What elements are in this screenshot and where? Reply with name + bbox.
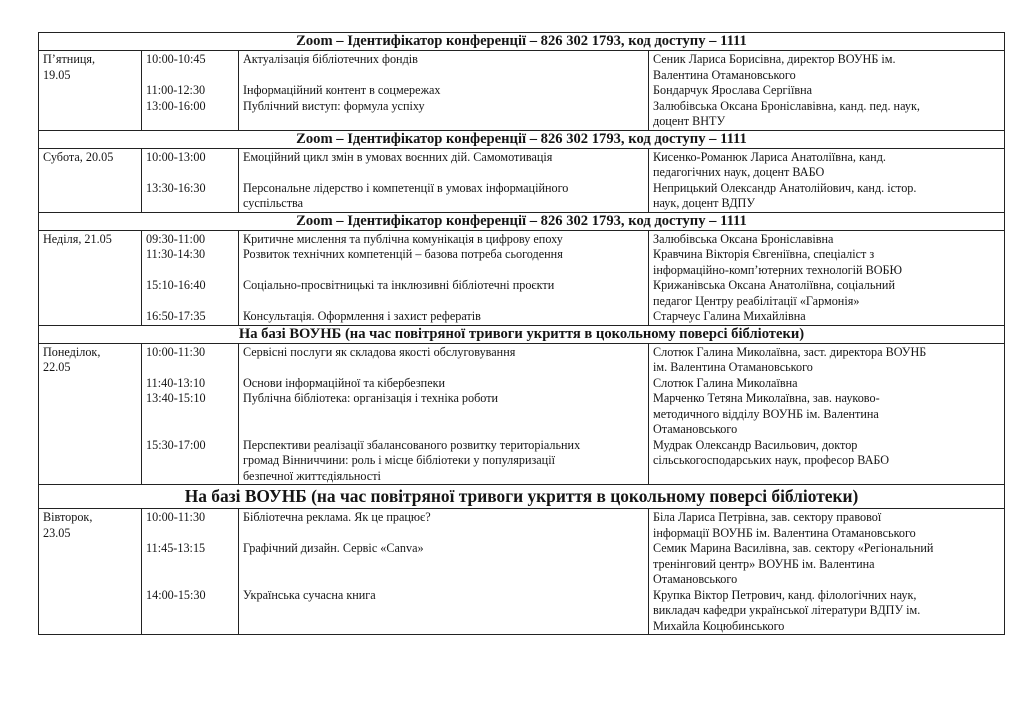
session-topic [243,294,644,310]
speaker-line: Марченко Тетяна Миколаївна, зав. науково- [653,391,880,405]
session-topic: Емоційний цикл змін в умовах воєнних дій. Самомотивація [243,149,553,164]
session-topic [243,526,644,542]
speaker-line: Крупка Віктор Петрович, канд. філологічних наук, [653,587,917,602]
time-slot: 10:00-10:45 [146,52,206,66]
speaker-line: Мудрак Олександр Васильович, доктор [653,437,858,452]
session-topic: Перспективи реалізації збалансованого розвитку територіальних [243,437,581,452]
day-label: Вівторок, [43,510,93,524]
time-cell [142,148,239,212]
day-cell [39,230,142,325]
speaker-line: Крижанівська Оксана Анатоліївна, соціальний [653,278,895,292]
schedule-table [38,32,1005,635]
time-slot: 11:45-13:15 [146,541,206,555]
speaker-line: Слотюк Галина Миколаївна, заст. директора ВОУНБ [653,344,927,359]
section-header-row [39,485,1005,509]
section-header-row [39,130,1005,148]
speaker-line: ім. Валентина Отамановського [653,360,813,374]
time-cell [142,230,239,325]
time-slot: 11:30-14:30 [146,247,206,261]
speaker-cell [649,148,1005,212]
time-slot [146,165,234,181]
schedule-body [39,33,1005,635]
day-row [39,148,1005,212]
topic-cell [239,509,649,635]
day-cell [39,51,142,131]
section-header: Zoom – Ідентифікатор конференції – 826 302 1793, код доступу – 1111 [39,130,1005,148]
speaker-line: педагогічних наук, доцент ВАБО [653,165,825,179]
time-slot: 15:10-16:40 [146,278,206,292]
day-row [39,343,1005,485]
speaker-line: Слотюк Галина Миколаївна [653,375,798,390]
speaker-line: Семик Марина Василівна, зав. сектору «Регіональний [653,541,934,555]
day-cell [39,509,142,635]
speaker-line: Кравчина Вікторія Євгеніївна, спеціаліст з [653,247,875,261]
time-slot: 09:30-11:00 [146,231,206,246]
day-label: 23.05 [43,525,71,540]
speaker-line: методичного відділу ВОУНБ ім. Валентина [653,406,879,421]
section-header-row [39,33,1005,51]
section-header: На базі ВОУНБ (на час повітряної тривоги укриття в цокольному поверсі бібліотеки) [39,325,1005,343]
time-slot: 10:00-11:30 [146,344,206,359]
time-slot [146,68,234,84]
session-topic [243,557,644,573]
session-topic: Розвиток технічних компетенцій – базова потреба сьогодення [243,247,563,261]
session-topic: Графічний дизайн. Сервіс «Canva» [243,541,424,555]
day-row [39,51,1005,131]
time-slot [146,526,234,542]
time-slot: 13:30-16:30 [146,180,206,195]
speaker-line: Неприцький Олександр Анатолійович, канд. істор. [653,180,917,195]
speaker-line: Біла Лариса Петрівна, зав. сектору правової [653,510,882,524]
session-topic: Критичне мислення та публічна комунікація в цифрову епоху [243,231,563,246]
time-slot: 11:00-12:30 [146,83,206,97]
session-topic [243,422,644,438]
day-cell [39,148,142,212]
speaker-line: Старчеус Галина Михайлівна [653,309,806,323]
session-topic [243,572,644,588]
session-topic: Основи інформаційної та кібербезпеки [243,375,446,390]
session-topic: Інформаційний контент в соцмережах [243,83,441,97]
session-topic: Українська сучасна книга [243,587,376,602]
time-slot [146,572,234,588]
speaker-line: Отамановського [653,572,738,586]
session-topic [243,360,644,376]
section-header-row [39,212,1005,230]
session-topic: Сервісні послуги як складова якості обслуговування [243,344,516,359]
speaker-line: Залюбівська Оксана Броніславівна, канд. пед. наук, [653,98,920,113]
session-topic: безпечної життєдіяльності [243,468,381,483]
speaker-line: тренінговий центр» ВОУНБ ім. Валентина [653,556,875,571]
section-header: На базі ВОУНБ (на час повітряної тривоги укриття в цокольному поверсі бібліотеки) [39,485,1005,509]
day-label: 19.05 [43,67,71,82]
speaker-cell [649,509,1005,635]
day-label: Субота, 20.05 [43,149,114,164]
time-slot: 10:00-11:30 [146,510,206,524]
time-cell [142,509,239,635]
speaker-cell [649,51,1005,131]
session-topic [243,407,644,423]
session-topic: Актуалізація бібліотечних фондів [243,52,418,66]
time-slot [146,294,234,310]
time-slot: 15:30-17:00 [146,437,206,452]
speaker-line: викладач кафедри української літератури ВДПУ ім. [653,603,921,617]
topic-cell [239,230,649,325]
speaker-line: Отамановського [653,422,738,436]
session-topic: Бібліотечна реклама. Як це працює? [243,510,431,524]
session-topic [243,165,644,181]
time-slot [146,407,234,423]
topic-cell [239,148,649,212]
speaker-cell [649,343,1005,485]
topic-cell [239,51,649,131]
time-slot: 13:40-15:10 [146,391,206,405]
time-cell [142,343,239,485]
speaker-line: педагог Центру реабілітації «Гармонія» [653,293,860,308]
speaker-line: інформаційно-комп’ютерних технологій ВОБЮ [653,262,903,277]
day-row [39,230,1005,325]
day-cell [39,343,142,485]
speaker-line: Бондарчук Ярослава Сергіївна [653,83,813,97]
section-header-row [39,325,1005,343]
session-topic: Консультація. Оформлення і захист рефератів [243,309,481,323]
section-header: Zoom – Ідентифікатор конференції – 826 302 1793, код доступу – 1111 [39,212,1005,230]
speaker-line: Залюбівська Оксана Броніславівна [653,231,834,246]
session-topic: громад Вінниччини: роль і місце бібліотеки у популяризації [243,453,555,467]
time-slot [146,360,234,376]
time-slot: 14:00-15:30 [146,587,206,602]
speaker-line: Валентина Отамановського [653,67,796,82]
time-slot [146,557,234,573]
speaker-line: доцент ВНТУ [653,114,726,128]
time-slot [146,422,234,438]
session-topic: суспільства [243,196,304,210]
day-label: Понеділок, [43,344,101,359]
topic-cell [239,343,649,485]
time-slot [146,263,234,279]
section-header: Zoom – Ідентифікатор конференції – 826 302 1793, код доступу – 1111 [39,33,1005,51]
time-cell [142,51,239,131]
speaker-line: інформації ВОУНБ ім. Валентина Отамановського [653,525,916,540]
session-topic [243,68,644,84]
day-label: П’ятниця, [43,52,96,66]
speaker-line: сільськогосподарських наук, професор ВАБО [653,453,890,467]
schedule-sheet [38,32,1004,635]
session-topic: Публічна бібліотека: організація і техніка роботи [243,391,499,405]
speaker-cell [649,230,1005,325]
speaker-line: наук, доцент ВДПУ [653,196,755,210]
speaker-line: Кисенко-Романюк Лариса Анатоліївна, канд. [653,149,886,164]
time-slot: 13:00-16:00 [146,98,206,113]
session-topic: Соціально-просвітницькі та інклюзивні бібліотечні проєкти [243,278,555,292]
day-label: Неділя, 21.05 [43,231,112,246]
session-topic: Публічний виступ: формула успіху [243,98,425,113]
speaker-line: Михайла Коцюбинського [653,618,785,633]
time-slot: 16:50-17:35 [146,309,206,323]
time-slot: 10:00-13:00 [146,149,206,164]
day-row [39,509,1005,635]
session-topic: Персональне лідерство і компетенції в умовах інформаційного [243,180,569,195]
day-label: 22.05 [43,360,71,374]
speaker-line: Сеник Лариса Борисівна, директор ВОУНБ ім. [653,52,896,66]
time-slot: 11:40-13:10 [146,375,206,390]
session-topic [243,263,644,279]
